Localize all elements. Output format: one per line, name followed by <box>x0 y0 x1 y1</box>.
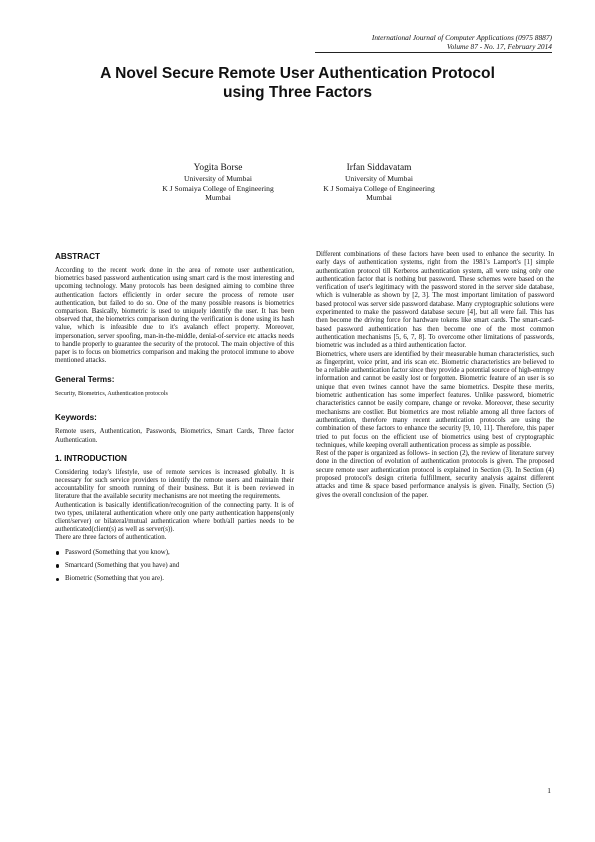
right-column <box>316 251 554 500</box>
general-terms-text: Security, Biometrics, Authentication protocols <box>55 391 168 398</box>
title-line-2: using Three Factors <box>222 84 373 101</box>
author-affiliation-university: University of Mumbai <box>345 174 413 183</box>
introduction-paragraph-2: Authentication is basically identification/recognition of the connecting party. It is of two types, unilateral authentication where only one party authentication happens(only client/server) or bilateral/mutual authentication where both/all parties needs to be authenticated(client(s) as well as server(s)). <box>55 501 294 534</box>
paper-title <box>40 64 555 102</box>
body-paragraph-1: Different combinations of these factors have been used to enhance the security. In early days of authentication systems, right from the 1981's Lamport's [1] simple authentication protocol till Kerberos authentication system, all were using only one authentication factor that is nothing but password. These schemes were based on the verification of user's legitimacy with the password stored in the server side database, which is vulnerable as shown by [2, 3]. The most important limitation of password based protocol was server side password database. Many cryptographic solutions were experimented to make the password database secure [4], but all were fail. This has then become the driving force for hardware tokens like smart cards. The smart-card-based password authentication has then become one of the most common authentication mechanisms [5, 6, 7, 8]. To overcome other limitations of passwords, biometric was included as a third authentication factor. <box>316 251 554 350</box>
introduction-paragraph-3: There are three factors of authentication. <box>55 534 167 542</box>
abstract-heading: ABSTRACT <box>55 252 101 261</box>
introduction-paragraph-1: Considering today's lifestyle, use of remote services is increased globally. It is necessary for such service providers to identify the remote users and maintain their accountability for smooth running of their business. But it is been reviewed in literature that the available security mechanisms are not meeting the requirements. <box>55 468 294 501</box>
keywords-text: Remote users, Authentication, Passwords, Biometrics, Smart Cards, Three factor Authentication. <box>55 428 294 444</box>
journal-volume: Volume 87 - No. 17, February 2014 <box>446 42 552 51</box>
bullet-icon <box>56 578 59 581</box>
header-rule <box>315 52 552 53</box>
author-block-1 <box>128 162 308 203</box>
list-item: Smartcard (Something that you have) and <box>55 562 294 570</box>
journal-name: International Journal of Computer Applications (0975 8887) <box>371 33 552 42</box>
author-city: Mumbai <box>205 193 231 203</box>
author-affiliation-university: University of Mumbai <box>184 174 252 183</box>
left-column <box>55 252 294 588</box>
author-affiliation-college: K J Somaiya College of Engineering <box>162 183 274 193</box>
body-paragraph-3: Rest of the paper is organized as follows- in section (2), the review of literature survey done in the direction of evolution of authentication protocols is given. The proposed secure remote user authentication protocol is explained in Section (3). In Section (4) proposed protocol's design criteria fulfillment, security analysis against different attacks and time & space based performance analysis is given. Finally, Section (5) gives the overall conclusion of the paper. <box>316 450 554 499</box>
author-affiliation-college: K J Somaiya College of Engineering <box>323 183 435 193</box>
page-number: 1 <box>547 786 551 795</box>
author-name: Irfan Siddavatam <box>346 163 412 173</box>
list-item: Biometric (Something that you are). <box>55 575 294 583</box>
title-line-1: A Novel Secure Remote User Authentication Protocol <box>100 65 495 82</box>
author-name: Yogita Borse <box>193 163 243 173</box>
author-city: Mumbai <box>366 193 392 203</box>
list-item: Password (Something that you know), <box>55 549 294 557</box>
general-terms-heading: General Terms: <box>55 375 115 385</box>
body-paragraph-2: Biometrics, where users are identified by their measurable human characteristics, such as fingerprint, voice print, and iris scan etc. Biometric characteristics are believed to be a reliable authentication factor since they provide a potential source of high-entropy information and cannot be easily lost or forgotten. Biometric feature of an user is so unique that even twines cannot have the same biometrics. Despite these merits, biometric authentication has some imperfect features. Unlike password, biometric characteristics cannot be easily compare, change or revoke. Moreover, these security mechanisms are costlier. But biometrics are most reliable among all three factors of authentication, therefore many recent authentication protocols are using the combination of these factors to enhance the security [9, 10, 11]. Therefore, this paper tried to put focus on the efficient use of biometrics using best of cryptographic techniques, while keeping overall authentication process as simple as possible. <box>316 350 554 449</box>
bullet-icon <box>56 551 59 554</box>
introduction-heading: 1. INTRODUCTION <box>55 453 127 463</box>
keywords-heading: Keywords: <box>55 413 97 423</box>
abstract-text: According to the recent work done in the area of remote user authentication, biometrics based password authentication using smart card is the most interesting and upcoming technology. Many protocols has been designed aiming to combine three authentication factors efficiently in order secure the process of remote user authentication, but failed to do so. One of the many possible reasons is biometrics comparison. Basically, biometric is used to uniquely identify the user. It has been observed that, the biometrics comparison during the verification is done using its hash value, which is infeasible due to it's avalanch effect property. Moreover, impersonation, server spoofing, man-in-the-middle, denial-of-service etc attacks needs to handle properly to guarantee the security of the protocol. The main objective of this paper is to focus on biometrics comparison and making the protocol immune to above mentioned attacks. <box>55 267 294 365</box>
bullet-icon <box>56 564 59 567</box>
author-block-2 <box>289 162 469 203</box>
authentication-factors-list <box>55 549 294 584</box>
